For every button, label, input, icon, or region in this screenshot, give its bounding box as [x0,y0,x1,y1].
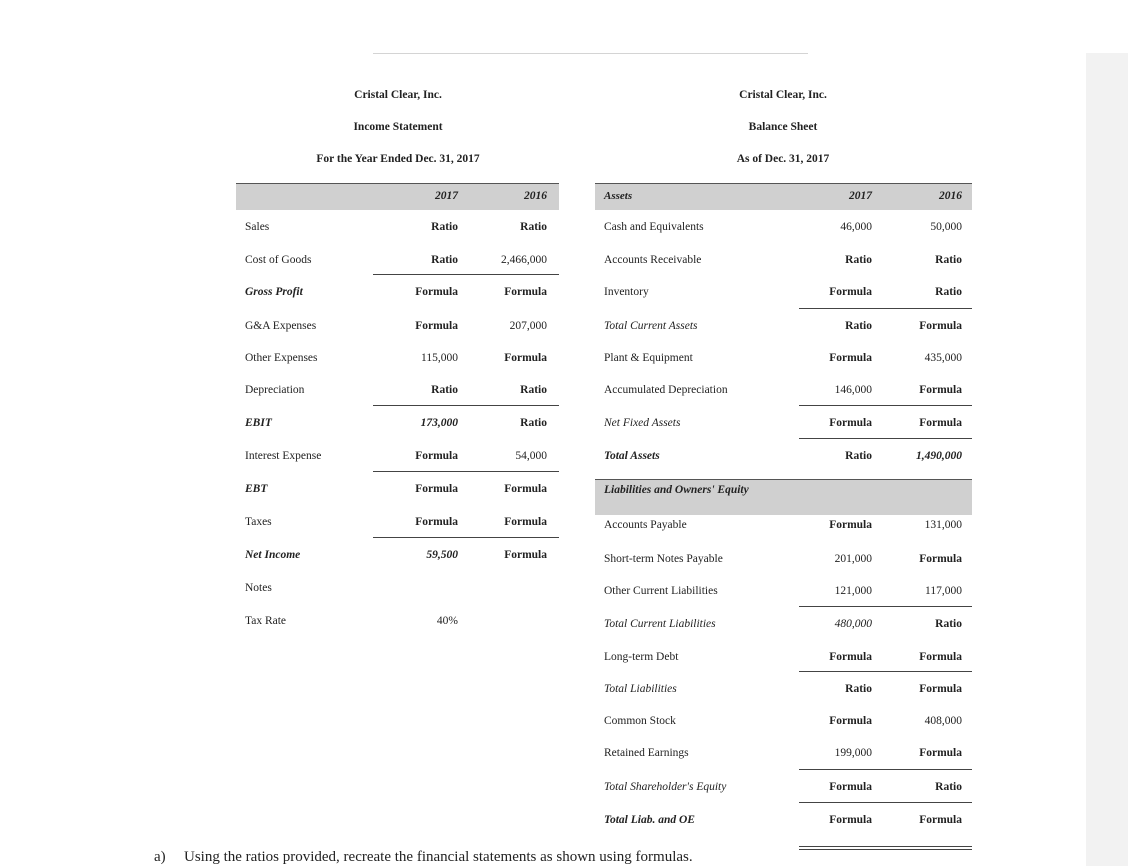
income-row-label: Taxes [245,516,272,528]
liability-row-2017-value: Ratio [845,683,872,695]
liability-row-2016-value: 117,000 [925,585,962,597]
liability-row [595,641,972,674]
income-row-2016-value: 207,000 [509,320,547,332]
income-subtotal-rule [373,471,559,472]
asset-row-2017-value: Formula [829,286,872,298]
income-row-2017-value: Formula [415,516,458,528]
page-divider [373,53,808,54]
asset-row-2016-value: 1,490,000 [916,450,962,462]
income-row [236,342,559,375]
income-row-2016-value: Ratio [520,221,547,233]
liability-row-2017-value: 201,000 [834,553,872,565]
income-row-label: Sales [245,221,270,233]
asset-row-label: Accumulated Depreciation [604,384,728,396]
liability-row [595,608,972,641]
liability-row-2017-value: Formula [829,715,872,727]
instruction-note [154,849,693,866]
asset-row-2016-value: Ratio [935,254,962,266]
income-row-2016-value: Formula [504,483,547,495]
income-row-label: Notes [245,582,272,594]
liability-row-label: Total Liab. and OE [604,814,695,826]
liability-row-2016-value: Formula [919,651,962,663]
asset-subtotal-rule [799,405,972,406]
asset-row-label: Inventory [604,286,649,298]
income-row-label: EBIT [245,417,272,429]
liability-row [595,737,972,770]
income-row-2016-value: 54,000 [515,450,547,462]
liability-row-2017-value: 121,000 [834,585,872,597]
liability-subtotal-rule [799,606,972,607]
liability-row-2017-value: Formula [829,814,872,826]
asset-row-2016-value: Ratio [935,286,962,298]
income-row-label: Gross Profit [245,286,303,298]
liability-subtotal-rule [799,671,972,672]
asset-row-2016-value: Formula [919,417,962,429]
liability-row-label: Retained Earnings [604,747,689,759]
income-period: For the Year Ended Dec. 31, 2017 [316,153,480,165]
balance-title: Balance Sheet [748,121,818,133]
liability-row-2016-value: Formula [919,553,962,565]
asset-row-2017-value: 146,000 [834,384,872,396]
liability-row [595,804,972,837]
liability-row-2017-value: Formula [829,651,872,663]
asset-row-2017-value: Formula [829,417,872,429]
liability-row-label: Long-term Debt [604,651,679,663]
liability-row-label: Other Current Liabilities [604,585,718,597]
liability-row-label: Accounts Payable [604,519,687,531]
asset-row-2016-value: 435,000 [924,352,962,364]
income-row [236,211,559,244]
asset-row [595,276,972,309]
income-statement-table [236,183,559,643]
asset-row [595,407,972,440]
income-row-2017-value: Ratio [431,384,458,396]
income-col-2016: 2016 [524,190,547,202]
note-marker: a) [154,849,166,865]
income-row-2017-value: 173,000 [420,417,458,429]
asset-row [595,374,972,407]
asset-row-2016-value: 50,000 [930,221,962,233]
liability-row-label: Total Liabilities [604,683,677,695]
note-text: Using the ratios provided, recreate the financial statements as shown using formulas. [184,849,693,865]
liability-subtotal-rule [799,769,972,770]
asset-row [595,342,972,375]
liability-row-label: Total Shareholder's Equity [604,781,727,793]
liability-row-label: Short-term Notes Payable [604,553,723,565]
asset-row-2016-value: Formula [919,320,962,332]
income-row-label: Cost of Goods [245,254,312,266]
asset-row-label: Total Current Assets [604,320,698,332]
asset-row [595,310,972,343]
liability-row-2016-value: Ratio [935,618,962,630]
asset-row [595,440,972,473]
income-row-label: Other Expenses [245,352,318,364]
balance-company: Cristal Clear, Inc. [739,89,827,101]
income-row [236,440,559,473]
income-row-2016-value [467,605,547,638]
liability-row-2016-value: 408,000 [924,715,962,727]
income-row [236,506,559,539]
liability-row-2017-value: Formula [829,781,872,793]
liability-row [595,771,972,804]
asset-row-label: Total Assets [604,450,660,462]
liability-subtotal-rule [799,802,972,803]
income-row-label: Net Income [245,549,301,561]
balance-col-2017: 2017 [849,190,872,202]
income-header-row [236,183,559,210]
income-row-2016-value: 2,466,000 [501,254,547,266]
asset-row-label: Cash and Equivalents [604,221,704,233]
income-row-2016-value: Formula [504,516,547,528]
income-company: Cristal Clear, Inc. [354,89,442,101]
asset-subtotal-rule [799,308,972,309]
asset-subtotal-rule [799,438,972,439]
income-row-label: Interest Expense [245,450,322,462]
asset-row-2017-value: Formula [829,352,872,364]
income-row-2017-value: Ratio [431,254,458,266]
income-row-label: Depreciation [245,384,305,396]
income-row-2017-value: 115,000 [421,352,458,364]
liability-row-label: Common Stock [604,715,676,727]
income-row-label: Tax Rate [245,615,287,627]
asset-row-label: Accounts Receivable [604,254,702,266]
asset-row [595,211,972,244]
assets-header: Assets [604,190,633,202]
assets-header-row [595,183,972,210]
income-row-2017-value: 40% [436,615,458,627]
balance-col-2016: 2016 [939,190,962,202]
liability-row-2017-value: 199,000 [834,747,872,759]
liability-row-2017-value: Formula [829,519,872,531]
liability-row-2017-value: 480,000 [834,618,872,630]
liability-row [595,705,972,738]
income-row [236,473,559,506]
income-row-label: G&A Expenses [245,320,317,332]
income-row-label: EBT [245,483,268,495]
income-subtotal-rule [373,274,559,275]
liability-row-2016-value: Formula [919,683,962,695]
liability-row [595,509,972,542]
asset-row-label: Net Fixed Assets [604,417,681,429]
asset-row-2017-value: Ratio [845,254,872,266]
income-title: Income Statement [353,121,443,133]
liabilities-header: Liabilities and Owners' Equity [604,484,749,496]
asset-row [595,244,972,277]
income-row-2017-value: Formula [415,483,458,495]
income-row-2016-value: Ratio [520,417,547,429]
income-row-2017-value: Ratio [431,221,458,233]
total-liab-double-rule [799,846,972,850]
balance-sheet-table [595,183,972,853]
income-row-2017-value: Formula [415,450,458,462]
asset-row-2017-value: Ratio [845,450,872,462]
liability-row [595,575,972,608]
income-row-2017-value [378,572,458,605]
vertical-scrollbar[interactable] [1086,53,1128,866]
income-row [236,407,559,440]
asset-row-2016-value: Formula [919,384,962,396]
income-row [236,244,559,277]
income-row-2016-value: Formula [504,549,547,561]
income-row-2017-value: Formula [415,286,458,298]
income-subtotal-rule [373,405,559,406]
income-row-2016-value [467,572,547,605]
liability-row-2016-value: Formula [919,814,962,826]
income-row [236,276,559,309]
income-row [236,605,559,638]
income-subtotal-rule [373,537,559,538]
income-row-2016-value: Formula [504,286,547,298]
asset-row-2017-value: Ratio [845,320,872,332]
income-row [236,572,559,605]
income-row [236,539,559,572]
income-col-2017: 2017 [435,190,458,202]
asset-row-label: Plant & Equipment [604,352,693,364]
income-row [236,374,559,407]
liability-row-2016-value: 131,000 [924,519,962,531]
income-row-2017-value: Formula [415,320,458,332]
liability-row-2016-value: Formula [919,747,962,759]
asset-row-2017-value: 46,000 [840,221,872,233]
income-row [236,310,559,343]
liability-row [595,543,972,576]
liability-row-label: Total Current Liabilities [604,618,716,630]
balance-period: As of Dec. 31, 2017 [736,153,830,165]
liability-row-2016-value: Ratio [935,781,962,793]
income-row-2016-value: Ratio [520,384,547,396]
income-row-2017-value: 59,500 [426,549,458,561]
liability-row [595,673,972,706]
income-row-2016-value: Formula [504,352,547,364]
